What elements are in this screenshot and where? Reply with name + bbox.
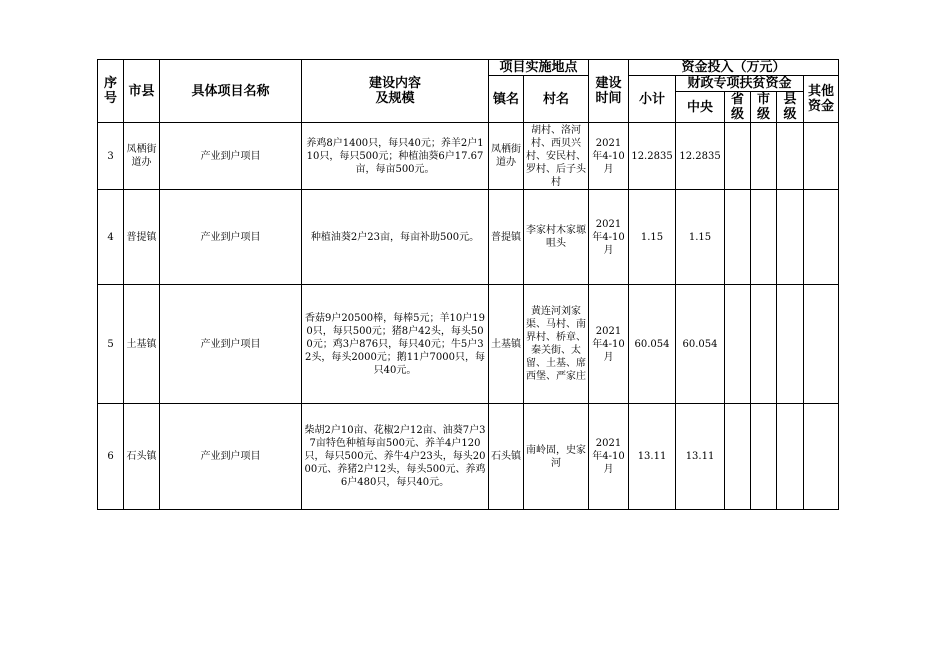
header-time: 建设时间	[589, 60, 629, 123]
cell-seq: 5	[98, 285, 124, 404]
cell-central: 1.15	[676, 190, 725, 285]
header-provincial: 省级	[725, 92, 751, 123]
header-county-level: 县级	[777, 92, 804, 123]
cell-village: 黄连河刘家渠、马村、南界村、桥章、秦关街、太留、土基、席西堡、严家庄	[524, 285, 589, 404]
cell-subtotal: 13.11	[629, 404, 676, 510]
cell-time: 2021年4-10月	[589, 123, 629, 190]
cell-other	[804, 190, 839, 285]
cell-provincial	[725, 404, 751, 510]
table-row	[98, 123, 839, 190]
cell-county-level	[777, 123, 804, 190]
header-funding: 资金投入（万元）	[629, 60, 839, 76]
cell-county: 普提镇	[124, 190, 160, 285]
header-project-name: 具体项目名称	[160, 60, 302, 123]
cell-county: 石头镇	[124, 404, 160, 510]
cell-village: 胡村、洛河村、西贝兴村、安民村、罗村、后子头村	[524, 123, 589, 190]
header-town: 镇名	[489, 76, 524, 123]
header-subtotal: 小计	[629, 76, 676, 123]
cell-subtotal: 1.15	[629, 190, 676, 285]
cell-subtotal: 12.2835	[629, 123, 676, 190]
cell-central: 13.11	[676, 404, 725, 510]
cell-content: 种植油葵2户23亩，每亩补助500元。	[302, 190, 489, 285]
cell-content: 养鸡8户1400只，每只40元；养羊2户110只，每只500元；种植油葵6户17.67亩，每亩500元。	[302, 123, 489, 190]
header-row-1	[98, 60, 839, 76]
cell-provincial	[725, 285, 751, 404]
cell-county: 凤栖街道办	[124, 123, 160, 190]
header-other: 其他资金	[804, 76, 839, 123]
cell-provincial	[725, 123, 751, 190]
cell-town: 普提镇	[489, 190, 524, 285]
cell-time: 2021年4-10月	[589, 285, 629, 404]
header-county: 市县	[124, 60, 160, 123]
header-village: 村名	[524, 76, 589, 123]
cell-time: 2021年4-10月	[589, 404, 629, 510]
cell-town: 土基镇	[489, 285, 524, 404]
cell-seq: 4	[98, 190, 124, 285]
cell-seq: 6	[98, 404, 124, 510]
header-central: 中央	[676, 92, 725, 123]
header-content: 建设内容 及规模	[302, 60, 489, 123]
cell-other	[804, 123, 839, 190]
cell-project: 产业到户项目	[160, 285, 302, 404]
cell-county-level	[777, 190, 804, 285]
header-special-fund: 财政专项扶贫资金	[676, 76, 804, 92]
cell-city	[751, 123, 777, 190]
cell-seq: 3	[98, 123, 124, 190]
cell-other	[804, 285, 839, 404]
cell-county-level	[777, 285, 804, 404]
header-location: 项目实施地点	[489, 60, 589, 76]
cell-county: 土基镇	[124, 285, 160, 404]
cell-project: 产业到户项目	[160, 404, 302, 510]
cell-central: 12.2835	[676, 123, 725, 190]
cell-central: 60.054	[676, 285, 725, 404]
header-city: 市级	[751, 92, 777, 123]
cell-town: 石头镇	[489, 404, 524, 510]
cell-city	[751, 285, 777, 404]
cell-city	[751, 190, 777, 285]
table-row	[98, 285, 839, 404]
table-row	[98, 404, 839, 510]
cell-project: 产业到户项目	[160, 123, 302, 190]
table-row	[98, 190, 839, 285]
cell-other	[804, 404, 839, 510]
cell-subtotal: 60.054	[629, 285, 676, 404]
cell-time: 2021年4-10月	[589, 190, 629, 285]
cell-village: 南岭固，史家河	[524, 404, 589, 510]
cell-village: 李家村木家塬咀头	[524, 190, 589, 285]
project-table	[97, 59, 839, 510]
cell-town: 凤栖街道办	[489, 123, 524, 190]
cell-city	[751, 404, 777, 510]
cell-project: 产业到户项目	[160, 190, 302, 285]
cell-county-level	[777, 404, 804, 510]
cell-provincial	[725, 190, 751, 285]
cell-content: 香菇9户20500棒，每棒5元；羊10户190只，每只500元；猪8户42头，每头500元；鸡3户876只，每只40元；牛5户32头，每头2000元；鹅11户7000只，每只40元。	[302, 285, 489, 404]
header-seq: 序号	[98, 60, 124, 123]
cell-content: 柴胡2户10亩、花椒2户12亩、油葵7户37亩特色种植每亩500元、养羊4户120只，每只500元、养牛4户23头，每头2000元、养猪2户12头，每头500元、养鸡6户480只，每只40元。	[302, 404, 489, 510]
